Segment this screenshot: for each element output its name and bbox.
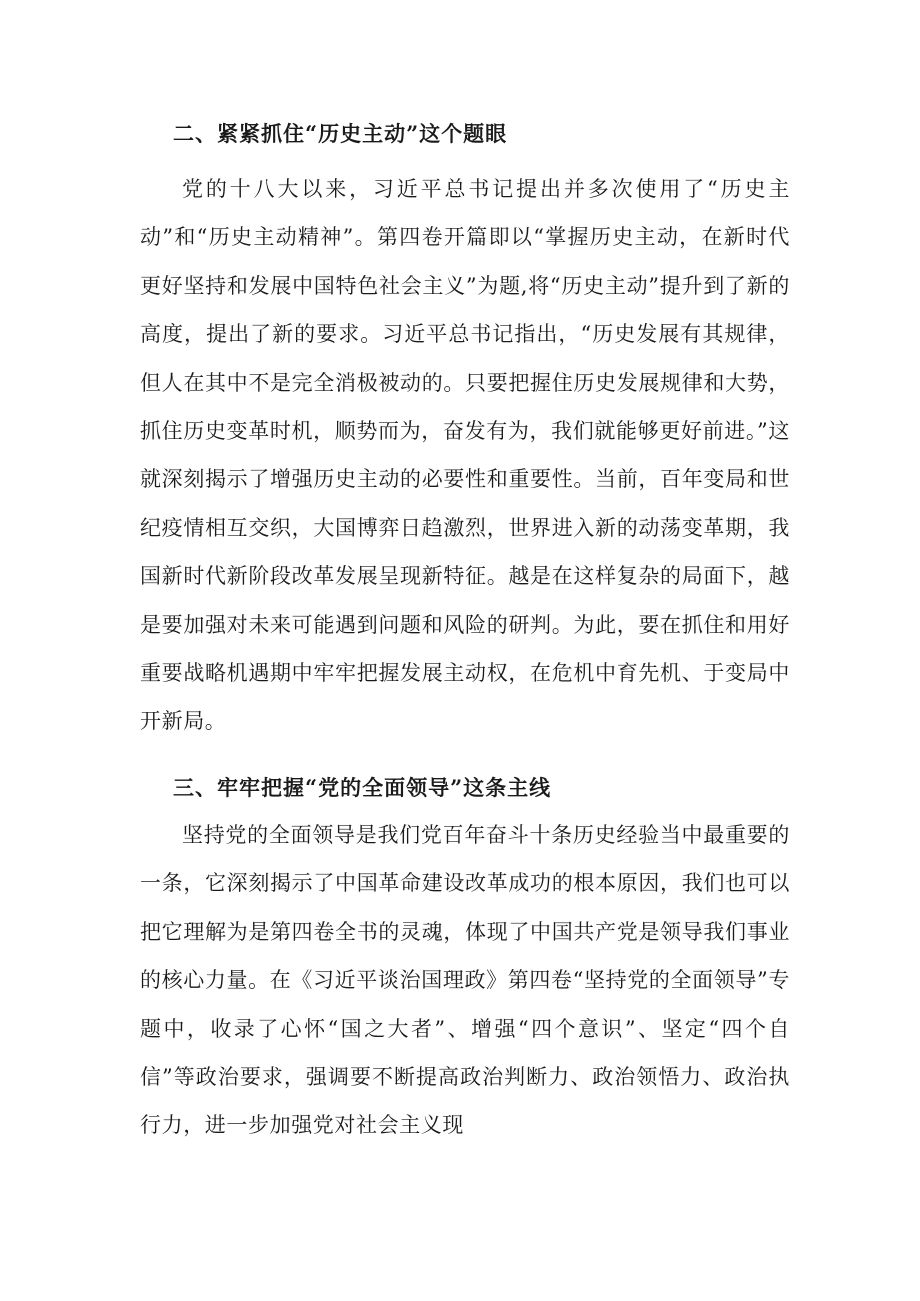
section-heading-3: 三、牢牢把握“党的全面领导”这条主线 [173, 775, 552, 800]
section-heading-2: 二、紧紧抓住“历史主动”这个题眼 [173, 121, 508, 146]
section-paragraph-3: 坚持党的全面领导是我们党百年奋斗十条历史经验当中最重要的一条，它深刻揭示了中国革命建设改革成功的根本原因，我们也可以把它理解为是第四卷全书的灵魂，体现了中国共产党是领导我们事业的核心力量。在《习近平谈治国理政》第四卷“坚持党的全面领导”专题中，收录了心怀“国之大者”、增强“四个意识”、坚定“四个自信”等政治要求，强调要不断提高政治判断力、政治领悟力、政治执行力，进一步加强党对社会主义现 [140, 823, 790, 1138]
section-paragraph-2: 党的十八大以来，习近平总书记提出并多次使用了“历史主动”和“历史主动精神”。第四卷开篇即以“掌握历史主动，在新时代更好坚持和发展中国特色社会主义”为题,将“历史主动”提升到了新的高度，提出了新的要求。习近平总书记指出，“历史发展有其规律，但人在其中不是完全消极被动的。只要把握住历史发展规律和大势，抓住历史变革时机，顺势而为，奋发有为，我们就能够更好前进。”这就深刻揭示了增强历史主动的必要性和重要性。当前，百年变局和世纪疫情相互交织，大国博弈日趋激烈，世界进入新的动荡变革期，我国新时代新阶段改革发展呈现新特征。越是在这样复杂的局面下，越是要加强对未来可能遇到问题和风险的研判。为此，要在抓住和用好重要战略机遇期中牢牢把握发展主动权，在危机中育先机、于变局中开新局。 [140, 177, 790, 734]
